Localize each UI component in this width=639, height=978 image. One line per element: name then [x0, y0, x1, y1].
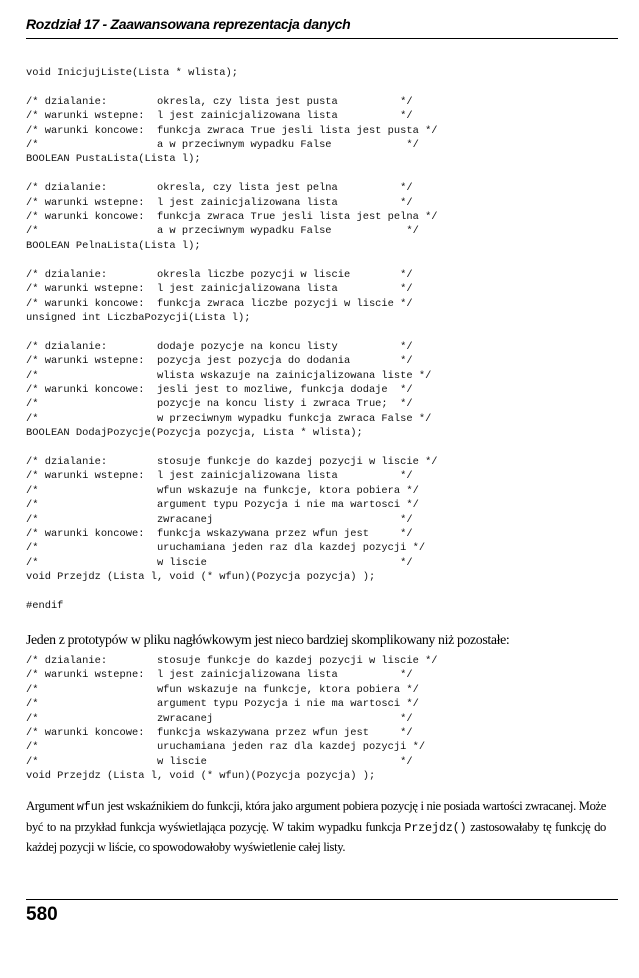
- footer-rule: [26, 899, 618, 900]
- explanation-text-1: Argument: [26, 799, 77, 813]
- explanation-text-3: zastosowałaby tę funkcję do każdej pozycji w liście, co spowodowałoby wyświetlenie całej listy.: [26, 819, 606, 854]
- explanation-paragraph: [26, 797, 606, 858]
- intro-paragraph: Jeden z prototypów w pliku nagłówkowym jest nieco bardziej skomplikowany niż pozostałe:: [26, 632, 510, 647]
- inline-code-wfun: wfun: [76, 801, 105, 814]
- page-number: 580: [26, 904, 58, 925]
- inline-code-przejdz: Przejdz(): [404, 821, 467, 835]
- code-block-przejdz-prototype: /* dzialanie: stosuje funkcje do kazdej pozycji w liscie */ /* warunki wstepne: l jest zainicjalizowana lista */ /* wfun wskazuje na funkcje, ktora pobiera */ /* argument typu Pozycja i nie ma wartosci */ /* zwracanej */ /* warunki koncowe: funkcja wskazywana przez wfun jest */ /* uruchamiana jeden raz dla kazdej pozycji */ /* w liscie */ void Przejdz (Lista l, void (* wfun)(Pozycja pozycja) );: [26, 655, 438, 783]
- explanation-text-2: jest wskaźnikiem do funkcji, która jako argument pobiera pozycję i nie posiada wartości zwracanej. Może być to na przykład funkcja wyświetlająca pozycję. W takim wypadku funkcja: [26, 799, 606, 834]
- running-header: Rozdział 17 - Zaawansowana reprezentacja danych: [26, 16, 351, 32]
- header-rule: [26, 38, 618, 39]
- code-block-list-prototypes: void InicjujListe(Lista * wlista); /* dzialanie: okresla, czy lista jest pusta */ /* warunki wstepne: l jest zainicjalizowana lista */ /* warunki koncowe: funkcja zwraca True jesli lista jest pusta */ /* a w przeciwnym wypadku False */ BOOLEAN PustaLista(Lista l); /* dzialanie: okresla, czy lista jest pelna */ /* warunki wstepne: l jest zainicjalizowana lista */ /* warunki koncowe: funkcja zwraca True jesli lista jest pelna */ /* a w przeciwnym wypadku False */ BOOLEAN PelnaLista(Lista l); /* dzialanie: okresla liczbe pozycji w liscie */ /* warunki wstepne: l jest zainicjalizowana lista */ /* warunki koncowe: funkcja zwraca liczbe pozycji w liscie */ unsigned int LiczbaPozycji(Lista l); /* dzialanie: dodaje pozycje na koncu listy */ /* warunki wstepne: pozycja jest pozycja do dodania */ /* wlista wskazuje na zainicjalizowana liste */ /* warunki koncowe: jesli jest to mozliwe, funkcja dodaje */ /* pozycje na koncu listy i zwraca True; */ /* w przeciwnym wypadku funkcja zwraca False */ BOOLEAN DodajPozycje(Pozycja pozycja, Lista * wlista); /* dzialanie: stosuje funkcje do kazdej pozycji w liscie */ /* warunki wstepne: l jest zainicjalizowana lista */ /* wfun wskazuje na funkcje, ktora pobiera */ /* argument typu Pozycja i nie ma wartosci */ /* zwracanej */ /* warunki koncowe: funkcja wskazywana przez wfun jest */ /* uruchamiana jeden raz dla kazdej pozycji */ /* w liscie */ void Przejdz (Lista l, void (* wfun)(Pozycja pozycja) ); #endif: [26, 67, 438, 613]
